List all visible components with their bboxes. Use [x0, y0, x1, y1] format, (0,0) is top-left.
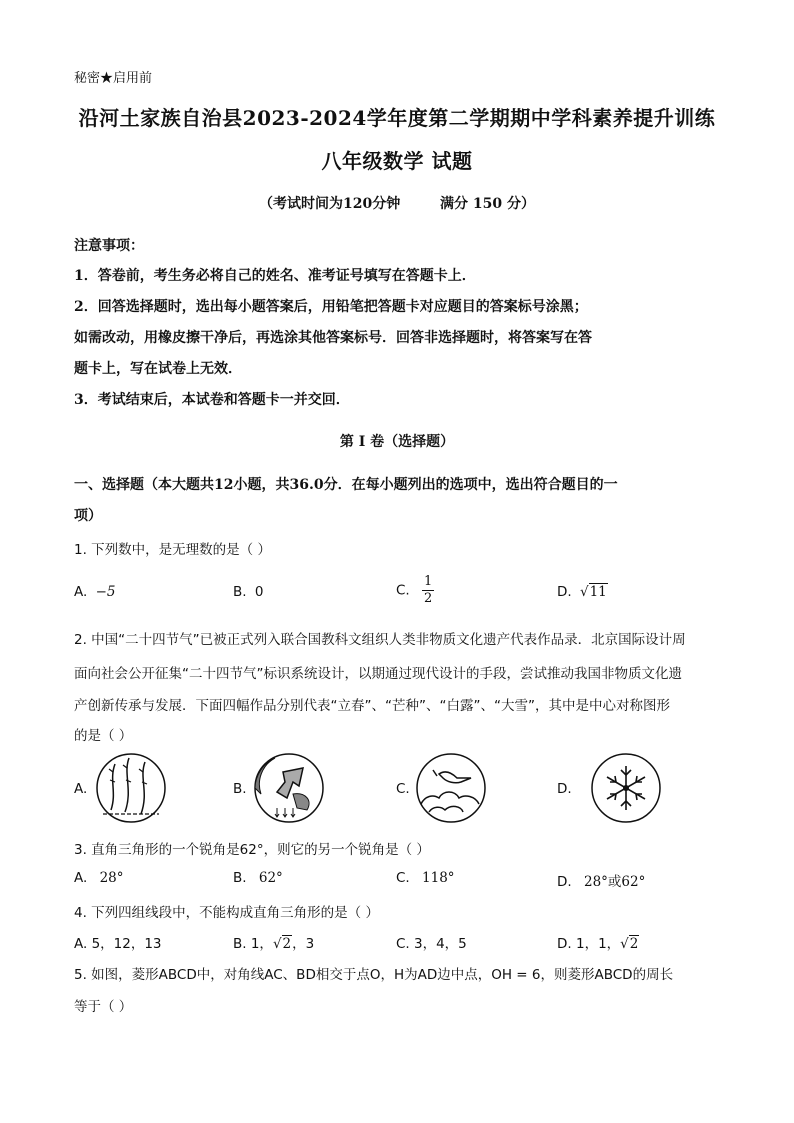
sqrt-expression: √2 [620, 936, 639, 952]
q5-line: 等于（ ） [74, 999, 133, 1015]
daxue-snowflake-icon [590, 752, 662, 824]
option-value: 28° [99, 870, 124, 886]
note-line: 如需改动，用橡皮擦干净后，再选涂其他答案标号．回答非选择题时，将答案写在答 [74, 330, 592, 346]
denominator: 2 [424, 591, 433, 606]
q5-line: 5. 如图，菱形ABCD中，对角线AC、BD相交于点O，H为AD边中点，OH = 6，则菱形ABCD的周长 [74, 967, 674, 983]
option-label: A. [74, 870, 88, 886]
q2-line: 面向社会公开征集“二十四节气”标识系统设计，以期通过现代设计的手段，尝试推动我国非物质文化遗 [74, 666, 682, 682]
section-heading-cont: 项） [74, 508, 102, 524]
option-label: D. [557, 584, 572, 600]
option-value: 0 [254, 584, 264, 600]
q3-option-b [233, 870, 283, 886]
q3-option-d [557, 870, 645, 890]
option-label: D. [557, 874, 572, 890]
option-text: B. 1， [233, 936, 273, 952]
note-line: 题卡上，写在试卷上无效． [74, 361, 242, 377]
numerator: 1 [424, 574, 433, 589]
q4-option-c: C. 3，4，5 [396, 936, 467, 952]
option-label: C. [396, 870, 410, 886]
lichun-figure-icon [95, 752, 167, 824]
q2-option-d-label: D. [557, 781, 572, 797]
q2-option-b-label: B. [233, 781, 247, 797]
option-label: C. [396, 582, 410, 599]
q1-option-c [396, 574, 434, 607]
q1-option-a [74, 584, 116, 600]
section-heading: 一、选择题（本大题共12小题，共36.0分．在每小题列出的选项中，选出符合题目的一 [74, 477, 618, 493]
q4-option-b [233, 932, 314, 952]
exam-time: （考试时间为120分钟 [259, 196, 401, 212]
q2-line: 产创新传承与发展．下面四幅作品分别代表“立春”、“芒种”、“白露”、“大雪”，其中是中心对称图形 [74, 698, 670, 714]
q2-option-c-label: C. [396, 781, 410, 797]
radicand: 11 [589, 584, 607, 600]
bailu-figure-icon [415, 752, 487, 824]
q4-option-a: A. 5，12，13 [74, 936, 162, 952]
q4-stem: 4. 下列四组线段中，不能构成直角三角形的是（ ） [74, 905, 379, 921]
option-label: B. [233, 870, 247, 886]
q2-line: 的是（ ） [74, 728, 133, 744]
secret-label: 秘密★启用前 [74, 71, 153, 86]
volume-title: 第 I 卷（选择题） [339, 434, 455, 450]
q3-option-c [396, 870, 455, 886]
radicand: 2 [629, 936, 639, 952]
option-value: 118° [422, 870, 455, 886]
notes-heading: 注意事项： [74, 238, 144, 254]
option-text: ，3 [292, 936, 315, 952]
note-line: 1．答卷前，考生务必将自己的姓名、准考证号填写在答题卡上． [74, 268, 476, 284]
fraction [422, 574, 434, 607]
exam-score: 满分 150 分） [440, 196, 535, 212]
sqrt-expression: √2 [272, 936, 292, 952]
sqrt-expression: √11 [579, 584, 607, 600]
exam-meta [0, 193, 794, 213]
option-label: B. [233, 584, 247, 600]
mangzhong-figure-icon [253, 752, 325, 824]
option-value: 28°或62° [583, 874, 646, 890]
q2-line: 2. 中国“二十四节气”已被正式列入联合国教科文组织人类非物质文化遗产代表作品录．北京国际设计周 [74, 632, 686, 648]
option-value: −5 [95, 584, 116, 600]
q1-option-d [557, 584, 608, 600]
radicand: 2 [282, 936, 292, 952]
q3-stem: 3. 直角三角形的一个锐角是62°，则它的另一个锐角是（ ） [74, 842, 430, 858]
note-line: 3．考试结束后，本试卷和答题卡一并交回． [74, 392, 350, 408]
q1-stem: 1. 下列数中，是无理数的是（ ） [74, 542, 271, 558]
note-line: 2．回答选择题时，选出每小题答案后，用铅笔把答题卡对应题目的答案标号涂黑； [74, 299, 588, 315]
option-value: 62° [258, 870, 283, 886]
q1-option-b [233, 584, 263, 600]
option-text: D. 1，1， [557, 936, 621, 952]
exam-title: 沿河土家族自治县2023-2024学年度第二学期期中学科素养提升训练 [78, 106, 716, 130]
q2-option-a-label: A. [74, 781, 88, 797]
q4-option-d [557, 932, 639, 952]
option-label: A. [74, 584, 88, 600]
q3-option-a [74, 870, 124, 886]
exam-subtitle: 八年级数学 试题 [321, 149, 473, 173]
